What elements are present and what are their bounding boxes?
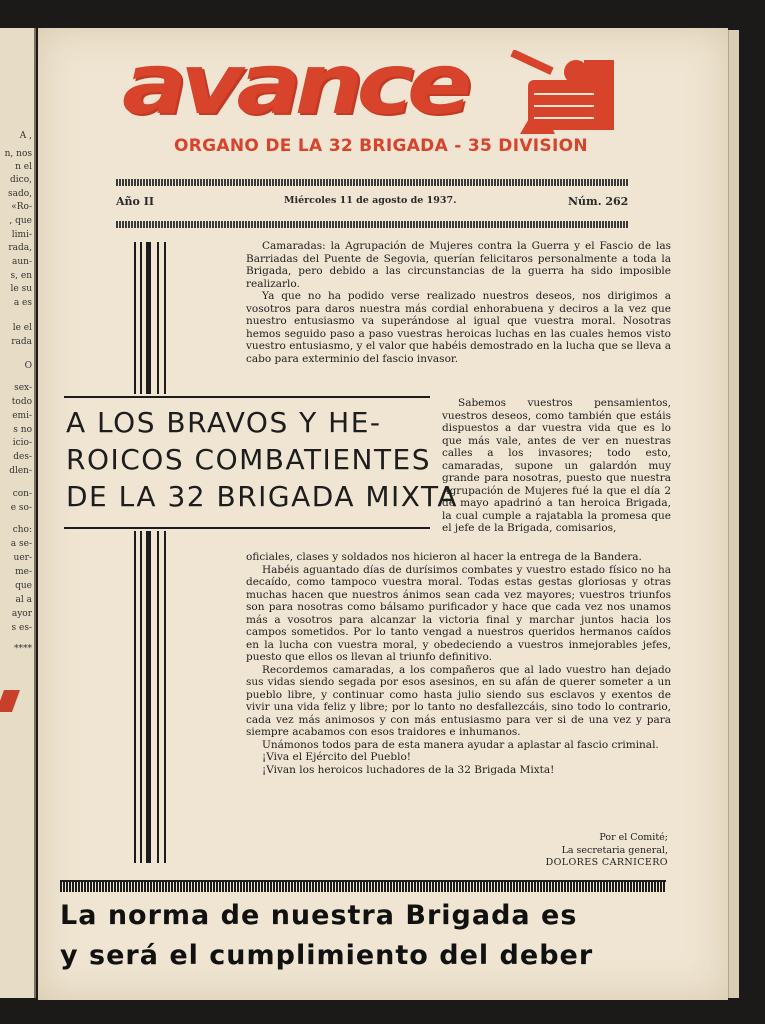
headline-line: DE LA 32 BRIGADA MIXTA (66, 480, 459, 513)
previous-page-fragment: , que (9, 216, 32, 226)
previous-page-fragment: s no (13, 425, 32, 435)
signature-block (498, 832, 668, 870)
previous-page-fragment: A , (19, 131, 32, 141)
previous-page-fragment: le el (12, 323, 32, 333)
previous-page-fragment: **** (14, 644, 32, 654)
previous-page-fragment: cho: (12, 525, 32, 535)
previous-page-fragment: aun- (12, 257, 32, 267)
decorative-bars-upper (130, 242, 174, 394)
previous-page-fragment: con- (12, 489, 32, 499)
previous-page-fragment: emi- (12, 411, 32, 421)
signature-line: La secretaria general, (561, 844, 668, 856)
bottom-rule (60, 880, 666, 892)
previous-page-fragment: e so- (10, 503, 32, 513)
issue-date: Miércoles 11 de agosto de 1937. (284, 195, 457, 206)
masthead-subtitle: ORGANO DE LA 32 BRIGADA - 35 DIVISION (174, 136, 588, 156)
previous-page-fragment: icio- (12, 438, 32, 448)
article-paragraph: Habéis aguantado días de durísimos combates y vuestro estado físico no ha decaído, como tampoco vuestra moral. Todas estas gestas gloriosas y otras muchas hacen que nuestros ánimos sean cada vez mayores; vuestros triunfos son para nosotras como bálsamo purificador y hace que cada vez nos unamos más a vosotros para alcanzar la victoria final y marchar juntos hacia los campos sometidos. Por lo tanto vengad a nuestros queridos hermanos caídos en la lucha con vuestra moral, y obedeciendo a vuestros inmejorables jefes, puesto que ellos os llevan al triunfo definitivo. (246, 563, 671, 663)
signature-line: Por el Comité; (599, 832, 668, 843)
article-paragraph: ¡Vivan los heroicos luchadores de la 32 Brigada Mixta! (262, 763, 555, 776)
previous-page-fragment: sado, (7, 189, 32, 199)
previous-page-fragment: a se- (10, 539, 32, 549)
previous-page-fragment: sex- (14, 383, 32, 393)
slogan-line: y será el cumplimiento del deber (60, 940, 594, 971)
article-lower (246, 551, 671, 776)
previous-page-fragment: rada, (8, 243, 32, 253)
headline-line: ROICOS COMBATIENTES (66, 443, 432, 476)
previous-page-fragment: le su (10, 284, 32, 294)
previous-page-fragment: dlen- (9, 466, 32, 476)
next-page-edge (728, 30, 739, 998)
headline (66, 404, 459, 515)
article-paragraph: Ya que no ha podido verse realizado nuestros deseos, nos dirigimos a vosotros para daros nuestra más cordial enhorabuena y deciros a la vez que nuestro entusiasmo va superándose al igual que vuestra moral. Nosotras hemos seguido paso a paso vuestras heroicas luchas en las cuales hemos visto vuestro entusiasmo, y el valor que habéis demostrado en la lucha que se lleva a cabo para exterminio del fascio invasor. (246, 290, 671, 365)
previous-page-fragment: todo (11, 397, 32, 407)
previous-page-fragment: des- (13, 452, 32, 462)
previous-page-fragment: s es- (11, 623, 32, 633)
previous-page-fragment: uer- (13, 553, 32, 563)
previous-page-fragment: O (24, 361, 32, 371)
previous-page-edge (0, 28, 36, 998)
article-paragraph: ¡Viva el Ejército del Pueblo! (262, 751, 411, 763)
previous-page-fragment: al a (15, 595, 32, 605)
slogan-line: La norma de nuestra Brigada es (60, 900, 578, 931)
previous-page-fragment: s, en (10, 271, 32, 281)
red-ink-mark (0, 690, 20, 712)
article-paragraph: Sabemos vuestros pensamientos, vuestros deseos, como también que estáis dispuestos a dar vuestra vida que es lo que más vale, antes de ver en nuestras calles a los invasores; todo esto, camaradas, supone un galardón muy grande para nosotras, puesto que nuestra Agrupación de Mujeres fué la que el día 2 de mayo apadrinó a tan heroica Brigada, la cual cumple a rajatabla la promesa que el jefe de la Brigada, comisarios, (442, 397, 671, 534)
article-paragraph: Unámonos todos para de esta manera ayudar a aplastar al fascio criminal. (262, 738, 659, 751)
article-paragraph: Camaradas: la Agrupación de Mujeres contra la Guerra y el Fascio de las Barriadas del Puente de Segovia, querían felicitaros personalmente a toda la Brigada, pero debido a las circunstancias de la guerra ha sido imposible realizarlo. (246, 240, 671, 290)
issue-number: Núm. 262 (568, 195, 629, 208)
headline-top-rule (64, 396, 430, 398)
newspaper-page (38, 28, 728, 1000)
soldier-emblem-icon (510, 50, 620, 134)
previous-page-fragment: dico, (10, 175, 32, 185)
top-rule (116, 179, 628, 186)
decorative-bars-lower (130, 531, 174, 863)
article-top (246, 240, 671, 365)
slogan (60, 896, 680, 976)
previous-page-fragment: n, nos (4, 149, 32, 159)
article-paragraph: Recordemos camaradas, a los compañeros que al lado vuestro han dejado sus vidas siendo segada por esos asesinos, en su afán de querer someter a un pueblo libre, y continuar como hasta julio siendo sus esclavos y exentos de vivir una vida feliz y libre; por lo tanto no desfallezcáis, sino todo lo contrario, cada vez más animosos y con más entusiasmo para ver si de una vez y para siempre acabamos con esos traidores e inhumanos. (246, 663, 671, 738)
previous-page-fragment: «Ro- (11, 202, 32, 212)
previous-page-fragment: que (15, 581, 32, 591)
previous-page-fragment: rada (11, 337, 32, 347)
issue-year: Año II (116, 195, 154, 208)
masthead-title: avance (122, 35, 466, 133)
article-narrow-column (442, 397, 671, 535)
meta-rule (116, 221, 628, 228)
article-paragraph: oficiales, clases y soldados nos hicieron al hacer la entrega de la Bandera. (246, 551, 642, 563)
previous-page-fragment: a es (13, 298, 32, 308)
headline-line: A LOS BRAVOS Y HE- (66, 406, 382, 439)
signature-name: DOLORES CARNICERO (545, 857, 668, 868)
previous-page-fragment: ayor (11, 609, 32, 619)
headline-bottom-rule (64, 527, 430, 529)
previous-page-fragment: n el (15, 162, 32, 172)
previous-page-fragment: me- (15, 567, 32, 577)
previous-page-fragment: limi- (11, 230, 32, 240)
